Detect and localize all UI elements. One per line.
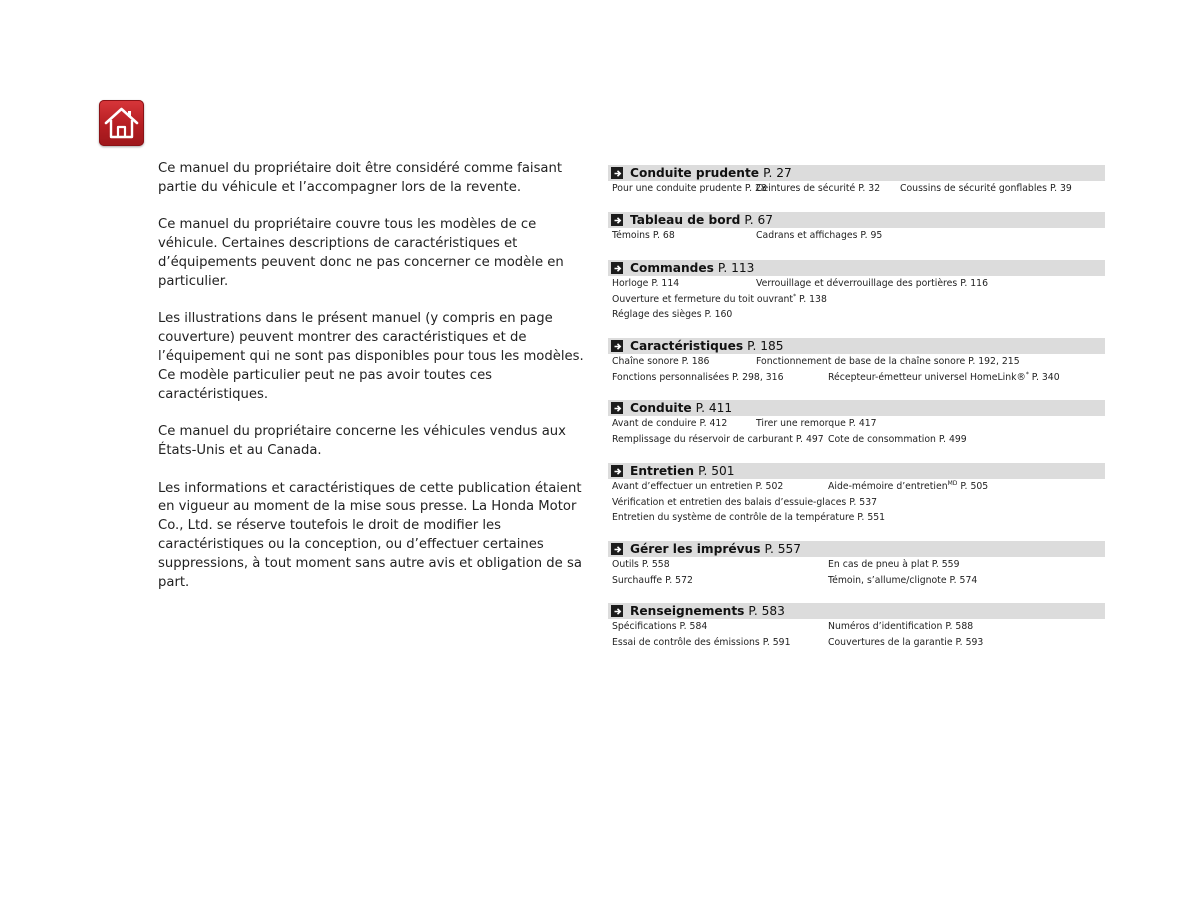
toc-link[interactable]: Verrouillage et déverrouillage des portières P. 116	[756, 278, 989, 289]
toc-link[interactable]: Témoin, s’allume/clignote P. 574	[828, 574, 978, 586]
toc-link[interactable]: Couvertures de la garantie P. 593	[828, 636, 984, 648]
toc-header[interactable]	[608, 400, 1105, 416]
intro-paragraph: Les illustrations dans le présent manuel (y compris en page couverture) peuvent montrer des caractéristiques et de l’équipement qui ne sont pas disponibles pour tous les modèles. Ce modèle particulier peut ne pas avoir toutes ces caractéristiques.	[158, 311, 584, 402]
toc-header[interactable]	[608, 260, 1105, 276]
toc-section-gerer-les-imprevus	[608, 541, 1105, 588]
toc-header[interactable]	[608, 338, 1105, 354]
toc-page: P. 27	[763, 166, 792, 180]
toc-row	[608, 495, 1105, 511]
toc-row	[608, 557, 1105, 573]
toc-link-superscript: MD	[947, 479, 958, 487]
toc-link[interactable]: Avant d’effectuer un entretien P. 502	[612, 481, 784, 492]
toc-link[interactable]: Surchauffe P. 572	[612, 574, 693, 586]
toc-link[interactable]: Ouverture et fermeture du toit ouvrant* P. 138	[612, 292, 827, 305]
toc-section-tableau-de-bord	[608, 212, 1105, 244]
toc-link[interactable]: Ceintures de sécurité P. 32	[756, 183, 881, 194]
toc-row	[608, 276, 1105, 292]
toc-link-text: Récepteur-émetteur universel HomeLink®	[828, 371, 1026, 383]
toc-title: Gérer les imprévus	[630, 542, 761, 556]
toc-page: P. 583	[748, 604, 785, 618]
toc-row	[608, 307, 1105, 323]
toc-title: Tableau de bord	[630, 213, 741, 227]
toc-link[interactable]: Tirer une remorque P. 417	[756, 418, 877, 429]
arrow-right-icon	[611, 167, 623, 179]
toc-section-conduite-prudente	[608, 165, 1105, 197]
intro-paragraph: Ce manuel du propriétaire doit être considéré comme faisant partie du véhicule et l’accompagner lors de la revente.	[158, 161, 563, 195]
toc-link[interactable]: Coussins de sécurité gonflables P. 39	[900, 183, 1072, 194]
toc-section-renseignements	[608, 603, 1105, 650]
arrow-right-icon	[611, 402, 623, 414]
toc-section-commandes	[608, 260, 1105, 323]
toc-title: Entretien	[630, 464, 695, 478]
home-button[interactable]	[99, 100, 144, 146]
toc-link[interactable]: Numéros d’identification P. 588	[828, 621, 974, 632]
toc-row	[608, 354, 1105, 370]
toc-title: Commandes	[630, 261, 714, 275]
toc-link-page: P. 340	[1031, 371, 1060, 383]
toc-section-entretien	[608, 463, 1105, 526]
toc-link[interactable]: Témoins P. 68	[612, 230, 675, 241]
toc-row	[608, 228, 1105, 244]
toc-row	[608, 370, 1105, 386]
toc-link-text: Aide-mémoire d’entretien	[828, 481, 948, 492]
toc-link[interactable]: Horloge P. 114	[612, 278, 680, 289]
toc-header[interactable]	[608, 212, 1105, 228]
home-icon	[103, 104, 140, 142]
toc-row	[608, 181, 1105, 197]
toc-section-conduite	[608, 400, 1105, 447]
intro-text	[158, 160, 598, 592]
toc-link[interactable]: En cas de pneu à plat P. 559	[828, 559, 960, 570]
toc-link[interactable]: Vérification et entretien des balais d’essuie-glaces P. 537	[612, 496, 878, 508]
toc-link[interactable]: Avant de conduire P. 412	[612, 418, 728, 429]
toc-page: P. 557	[764, 542, 801, 556]
toc-row	[608, 479, 1105, 495]
toc-link[interactable]: Fonctions personnalisées P. 298, 316	[612, 371, 784, 383]
toc-header[interactable]	[608, 165, 1105, 181]
toc-title: Conduite prudente	[630, 166, 760, 180]
toc-link-text: Ouverture et fermeture du toit ouvrant	[612, 293, 794, 305]
arrow-right-icon	[611, 214, 623, 226]
intro-paragraph: Ce manuel du propriétaire concerne les véhicules vendus aux États-Unis et au Canada.	[158, 424, 566, 458]
toc-link[interactable]: Fonctionnement de base de la chaîne sonore P. 192, 215	[756, 356, 1020, 367]
toc-title: Renseignements	[630, 604, 745, 618]
toc-link[interactable]: Réglage des sièges P. 160	[612, 309, 733, 321]
toc-link[interactable]: Cote de consommation P. 499	[828, 433, 967, 445]
toc-page: P. 67	[744, 213, 774, 227]
toc-title: Caractéristiques	[630, 339, 744, 353]
arrow-right-icon	[611, 262, 623, 274]
toc-link[interactable]: Entretien du système de contrôle de la température P. 551	[612, 512, 886, 524]
toc-header[interactable]	[608, 603, 1105, 619]
toc-row	[608, 619, 1105, 635]
arrow-right-icon	[611, 340, 623, 352]
intro-paragraph: Ce manuel du propriétaire couvre tous les modèles de ce véhicule. Certaines descriptions de caractéristiques et d’équipements peuvent donc ne pas concerner ce modèle en particulier.	[158, 217, 564, 289]
toc-page: P. 411	[695, 401, 733, 415]
toc-link[interactable]	[828, 481, 988, 492]
toc-link[interactable]: Remplissage du réservoir de carburant P. 497	[612, 433, 824, 445]
intro-paragraph: Les informations et caractéristiques de cette publication étaient en vigueur au moment de la mise sous presse. La Honda Motor Co., Ltd. se réserve toutefois le droit de modifier les caractéristiques ou la conception, ou d’effectuer certaines suppressions, à tout moment sans autre avis et obligation de sa part.	[158, 480, 582, 590]
toc-page: P. 501	[698, 464, 735, 478]
arrow-right-icon	[611, 605, 623, 617]
arrow-right-icon	[611, 465, 623, 477]
toc-link[interactable]: Pour une conduite prudente P. 28	[612, 183, 767, 194]
toc-link-page: P. 505	[960, 481, 989, 492]
toc-row	[608, 416, 1105, 432]
toc-row	[608, 292, 1105, 308]
toc-link[interactable]: Spécifications P. 584	[612, 621, 708, 632]
toc-link[interactable]: Essai de contrôle des émissions P. 591	[612, 636, 791, 648]
arrow-right-icon	[611, 543, 623, 555]
toc-row	[608, 432, 1105, 448]
toc-link[interactable]: Cadrans et affichages P. 95	[756, 230, 883, 241]
toc-page: P. 113	[717, 261, 755, 275]
toc-row	[608, 573, 1105, 589]
toc-link[interactable]: Outils P. 558	[612, 559, 670, 570]
toc-title: Conduite	[630, 401, 692, 415]
toc-row	[608, 510, 1105, 526]
toc-section-caracteristiques	[608, 338, 1105, 385]
toc-link[interactable]: Récepteur-émetteur universel HomeLink®* P. 340	[828, 370, 1060, 383]
toc-row	[608, 635, 1105, 651]
toc-header[interactable]	[608, 463, 1105, 479]
toc-header[interactable]	[608, 541, 1105, 557]
toc-page: P. 185	[747, 339, 784, 353]
toc-link-page: P. 138	[799, 293, 827, 305]
toc-link[interactable]: Chaîne sonore P. 186	[612, 356, 710, 367]
